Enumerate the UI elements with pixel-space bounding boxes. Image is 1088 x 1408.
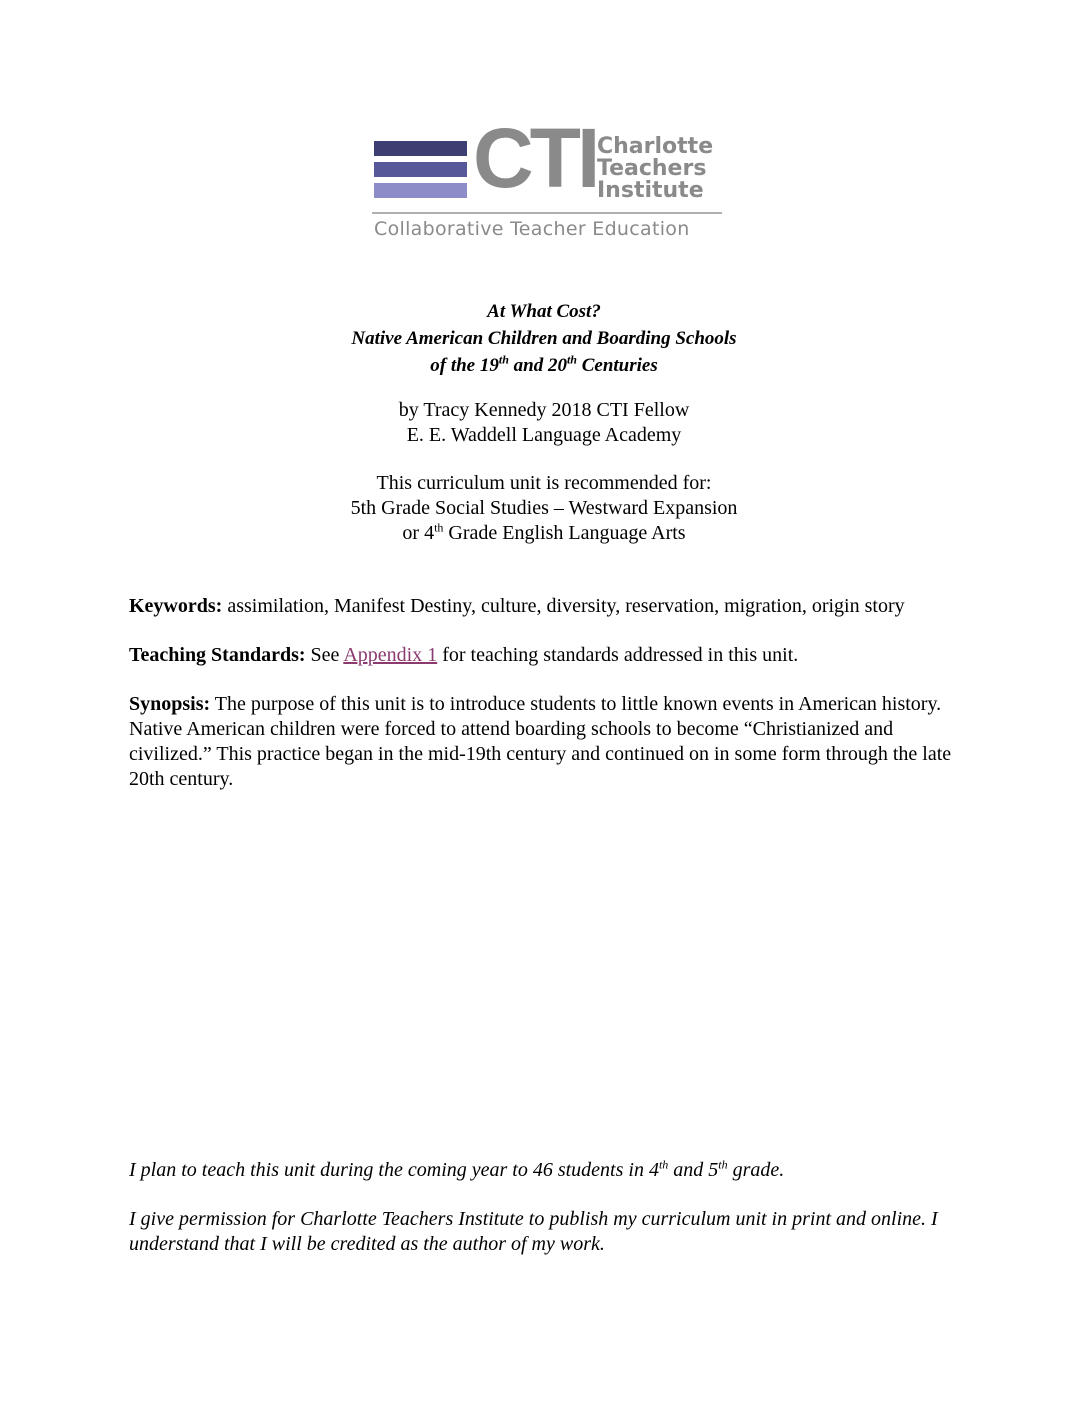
logo-name-line: Institute [597, 178, 704, 203]
title-line: At What Cost? [487, 301, 601, 322]
school-line: E. E. Waddell Language Academy [406, 424, 682, 446]
author-line: by Tracy Kennedy 2018 CTI Fellow [398, 399, 690, 421]
keywords-paragraph [129, 594, 969, 619]
synopsis-paragraph [129, 692, 969, 792]
logo-mark: CTI [473, 111, 597, 205]
unit-title [0, 298, 1088, 379]
recommendation-line: or 4th Grade English Language Arts [402, 520, 686, 544]
permission-statement: I give permission for Charlotte Teachers Institute to publish my curriculum unit in print and online. I understand that I will be credited as the author of my work. [129, 1208, 938, 1255]
cti-logo [368, 111, 730, 244]
keywords-text: assimilation, Manifest Destiny, culture, diversity, reservation, migration, origin story [222, 595, 905, 617]
logo-name [597, 136, 713, 202]
author-block [0, 398, 1088, 448]
standards-paragraph: Teaching Standards: See Appendix 1 for teaching standards addressed in this unit. [129, 644, 799, 666]
title-line: of the 19th and 20th Centuries [430, 352, 658, 376]
logo-name-line: Teachers [597, 156, 707, 181]
title-line: Native American Children and Boarding Schools [351, 328, 737, 349]
logo-tagline: Collaborative Teacher Education [374, 218, 690, 240]
recommendation-line: This curriculum unit is recommended for: [376, 472, 712, 494]
standards-label: Teaching Standards: [129, 644, 306, 666]
synopsis-label: Synopsis: [129, 693, 211, 715]
recommendation-block [0, 471, 1088, 546]
synopsis-text: The purpose of this unit is to introduce students to little known events in American history. Native American children were forced to attend boarding schools to become “Christianized and civilized.” This practice began in the mid-19th century and continued on in some form through the late 20th century. [129, 693, 952, 790]
appendix-link[interactable]: Appendix 1 [343, 644, 438, 666]
logo-divider [372, 212, 722, 214]
recommendation-line: 5th Grade Social Studies – Westward Expansion [350, 497, 738, 519]
keywords-label: Keywords: [129, 595, 223, 617]
plan-statement: I plan to teach this unit during the coming year to 46 students in 4th and 5th grade. [129, 1157, 785, 1181]
logo-name-line: Charlotte [597, 134, 714, 159]
